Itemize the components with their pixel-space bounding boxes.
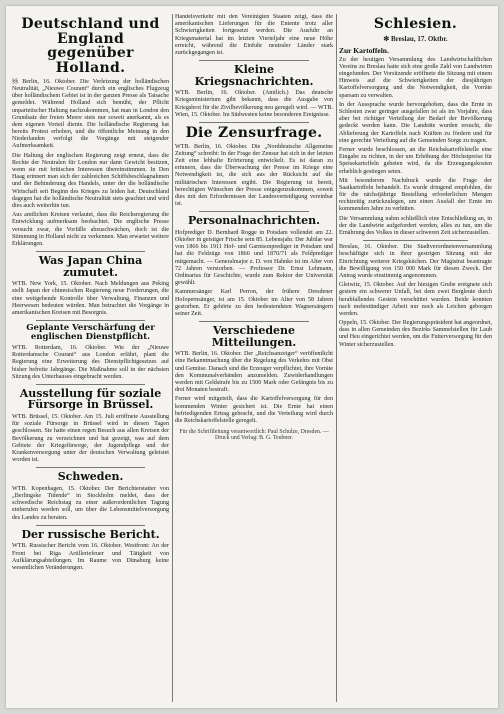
- article-paragraph: WTB. New York, 15. Oktober. Nach Meldungen aus Peking stellt Japan der chinesischen Regierung neue Forderungen, die eine weitgehende Kontrolle über Verwaltung, Finanzen und Heerwesen bedeuten würden. Man betrachtet die Vorgänge in amerikanischen Kreisen mit Besorgnis.: [12, 281, 169, 316]
- article-paragraph: Hofprediger D. Bernhard Rogge in Potsdam vollendet am 22. Oktober in geistiger Frische sein 85. Lebensjahr. Der Jubilar war von 1866 bis 1911 Hof- und Garnisonprediger in Potsdam und hat die Feldzüge von 1866 und 1870/71 als Feldprediger mitgemacht. — Generalmajor z. D. von Hahnke ist im Alter von 72 Jahren verstorben. — Professor Dr. Ernst Lehmann, Ordinarius für Geschichte, wurde zum Rektor der Universität gewählt.: [175, 229, 333, 287]
- article-headline: Schweden.: [57, 470, 124, 484]
- article-paragraph: WTB. Berlin, 16. Oktober. (Amtlich.) Das deutsche Kriegsministerium gibt bekannt, dass die Ausgabe von Kriegsbrot für die Zivilbevölkerung neu geregelt wird. — WTB. Wien, 15. Oktober. Im Südwesten keine besonderen Ereignisse.: [175, 90, 333, 118]
- divider: [199, 122, 309, 123]
- article-paragraph: Ferner wird mitgeteilt, dass die Kartoffelversorgung für den kommenden Winter gesichert ist. Die Ernte hat einen befriedigenden Ertrag gebracht, und die Verteilung wird durch die Reichskartoffelstelle geregelt.: [175, 396, 333, 424]
- article-paragraph: WTB. Brüssel, 15. Oktober. Am 15. Juli eröffnete Ausstellung für soziale Fürsorge in Brüssel wird in diesen Tagen geschlossen. Sie hatte einen regen Besuch aus allen Kreisen der Bevölkerung zu verzeichnen und hat gezeigt, was auf dem Gebiete der Kriegsfürsorge, der Jugendpflege und der Krankenversorgung unter der deutschen Verwaltung geleistet worden ist.: [12, 413, 169, 464]
- article-paragraph: WTB. Kopenhagen, 15. Oktober. Der Berichterstatter von „Berlingske Tidende“ in Stockholm meldet, dass der schwedische Reichstag zu einer außerordentlichen Tagung einberufen werden soll, um über die Lebensmittelversorgung des Landes zu beraten.: [12, 485, 169, 521]
- divider: [36, 525, 145, 526]
- article-paragraph: Zu der heutigen Versammlung des Landwirtschaftlichen Vereins zu Breslau hatte sich eine große Zahl von Landwirten eingefunden. Der Vorsitzende eröffnete die Sitzung mit einem Hinweis auf die Schwierigkeiten der diesjährigen Kartoffelversorgung und die Notwendigkeit, die Vorräte sparsam zu verwalten.: [339, 56, 492, 99]
- article-paragraph: WTB. Rotterdam, 16. Oktober. Wie der „Nieuwe Rotterdamsche Courant“ aus London erfährt, plant die Regierung eine Erweiterung des Dienstpflichtgesetzes auf bisher befreite Jahrgänge. Die Maßnahme soll in der nächsten Sitzung des Unterhauses eingebracht werden.: [12, 344, 169, 380]
- article-headline: Kleine Kriegsnachrichten.: [194, 63, 314, 88]
- article-paragraph: Gleiwitz, 15. Oktober. Auf der hiesigen Grube ereignete sich gestern ein schwerer Unfall, bei dem zwei Bergleute durch herabfallendes Gestein verschüttet wurden. Beide konnten nach mehrstündiger Arbeit nur noch als Leichen geborgen werden.: [339, 282, 492, 317]
- divider: [199, 211, 309, 212]
- article-paragraph: §§ Berlin, 16. Oktober. Die Verletzung der holländischen Neutralität, „Nieuwe Courant“ durch ein englisches Flugzeug über holländischem Gebiet ist in der ganzen Presse als Tatsache gemeldet. Während Holland sich bemüht, der Pflicht unparteiischer Haltung nachzukommen, hat man in London den Grundsatz der freien Meere stets nur soweit anerkannt, als es dem eigenen Vorteil diente. Die holländische Regierung hat bereits Protest erhoben, und die öffentliche Meinung in den Niederlanden verfolgt die Vorgänge mit steigender Aufmerksamkeit.: [12, 78, 169, 150]
- article-paragraph: Kammersänger Karl Perron, der frühere Dresdener Hofopernsänger, ist am 15. Oktober im Alter von 58 Jahren gestorben. Er gehörte zu den bedeutendsten Wagnersängern seiner Zeit.: [175, 289, 333, 317]
- article-subheading: Zur Kartoffeln.: [339, 45, 389, 55]
- imprint: Für die Schriftleitung verantwortlich: Paul Schulze, Dresden. — Druck und Verlag: B. G. Teubner.: [179, 429, 329, 442]
- divider: [363, 240, 468, 241]
- article-paragraph: Die Haltung der englischen Regierung zeigt erneut, dass die Rechte der Neutralen für London nur dann Gewicht besitzen, wenn sie mit britischen Interessen übereinstimmen. In Den Haag erinnert man sich der zahlreichen Schiffsbeschlagnahmen und der Behinderung des Handels, unter der die holländische Wirtschaft seit Beginn des Krieges zu leiden hat. Deutschland dagegen hat die holländische Neutralität stets geachtet und wird dies auch weiterhin tun.: [12, 152, 169, 209]
- column-rule: [336, 14, 337, 702]
- article-headline: Personalnachrichten.: [188, 214, 320, 228]
- divider: [36, 251, 145, 252]
- column-middle: [175, 14, 333, 702]
- article-paragraph: In der Aussprache wurde hervorgehoben, dass die Ernte in Schlesien zwar geringer ausgefallen ist als im Vorjahre, dass aber bei richtiger Verteilung der Bedarf der Bevölkerung gedeckt werden kann. Die Landräte wurden ersucht, die Ablieferung der Kartoffeln nach Kräften zu fördern und für eine gerechte Verteilung auf die Gemeinden Sorge zu tragen.: [339, 101, 492, 144]
- article-paragraph: Breslau, 16. Oktober. Die Stadtverordnetenversammlung beschäftigte sich in ihrer gestrigen Sitzung mit der Einrichtung weiterer Kriegsküchen. Der Magistrat beantragte die Bewilligung von 150 000 Mark für diesen Zweck. Der Antrag wurde einstimmig angenommen.: [339, 244, 492, 279]
- article-headline: Was Japan China zumutet.: [38, 254, 143, 279]
- article-paragraph: WTB. Berlin, 16. Oktober. Die „Norddeutsche Allgemeine Zeitung“ schreibt: In der Frage der Zensur hat sich in der letzten Zeit eine lebhafte Erörterung entwickelt. Es ist daran zu erinnern, dass die Überwachung der Presse im Kriege eine Notwendigkeit ist, die sich aus der Rücksicht auf die militärischen Interessen ergibt. Die Regierung ist bereit, berechtigten Wünschen der Presse entgegenzukommen, soweit dies mit den Erfordernissen der Landesverteidigung vereinbar ist.: [175, 143, 333, 208]
- column-right: [339, 14, 492, 702]
- article-paragraph: Oppeln, 15. Oktober. Der Regierungspräsident hat angeordnet, dass in allen Gemeinden des Bezirks Sammelstellen für Laub und Heu eingerichtet werden, um die Futterversorgung für den Winter sicherzustellen.: [339, 320, 492, 348]
- article-paragraph: Aus amtlichen Kreisen verlautet, dass die Reichsregierung die Entwicklung aufmerksam beobachtet. Die englische Presse versucht zwar, die Vorfälle abzuschwächen, doch ist die Stimmung in Holland nicht zu verkennen. Man erwartet weitere Erklärungen.: [12, 212, 169, 247]
- article-headline: Der russische Bericht.: [21, 527, 160, 541]
- divider: [36, 320, 145, 321]
- article-headline: Ausstellung für soziale Fürsorge in Brüssel.: [19, 386, 162, 412]
- article-paragraph: WTB. Russischer Bericht vom 16. Oktober. Westfront: An der Front bei Riga Artilleriefeuer und Tätigkeit von Aufklärungsabteilungen. Im Raume von Dünaburg keine wesentlichen Veränderungen.: [12, 543, 169, 571]
- divider: [199, 321, 309, 322]
- article-headline: Deutschland und England gegenüber Holland.: [21, 16, 160, 77]
- article-headline: Die Zensurfrage.: [185, 124, 323, 141]
- divider: [36, 467, 145, 468]
- article-headline: Geplante Verschärfung der englischen Dienstpflicht.: [26, 323, 155, 343]
- section-title: Schlesien.: [373, 16, 458, 32]
- article-paragraph: Ferner wurde beschlossen, an die Reichskartoffelstelle eine Eingabe zu richten, in der um Erhöhung der Höchstpreise für Speisekartoffeln gebeten wird, da die Erzeugungskosten erheblich gestiegen seien.: [339, 146, 492, 175]
- newspaper-page: [6, 6, 498, 708]
- article-paragraph: Mit besonderem Nachdruck wurde die Frage der Saatkartoffeln behandelt. Es wurde dringend empfohlen, die für die nächstjährige Bestellung erforderlichen Mengen rechtzeitig zurückzulegen, um einen Ausfall der Ernte im kommenden Jahre zu verhüten.: [339, 177, 492, 213]
- column-left: [12, 14, 169, 702]
- divider: [36, 384, 145, 385]
- article-paragraph: WTB. Berlin, 16. Oktober. Der „Reichsanzeiger“ veröffentlicht eine Bekanntmachung über die Regelung des Verkehrs mit Obst und Gemüse. Danach sind die Erzeuger verpflichtet, ihre Vorräte den Kommunalverbänden anzumelden. Zuwiderhandlungen werden mit Geldstrafe bis zu 1500 Mark oder Gefängnis bis zu drei Monaten bestraft.: [175, 351, 333, 394]
- article-headline: Verschiedene Mitteilungen.: [211, 324, 297, 349]
- article-paragraph: Die Versammlung nahm schließlich eine Entschließung an, in der die Landwirte aufgefordert werden, alles zu tun, um die Ernährung des Volkes in dieser schweren Zeit sicherzustellen.: [339, 215, 492, 236]
- dateline: ✻ Breslau, 17. Oktbr.: [383, 34, 448, 43]
- article-paragraph: Handelsverkehr mit den Vereinigten Staaten zeigt, dass die amerikanischen Lieferungen für die Entente trotz aller Schwierigkeiten fortgesetzt werden. Die Ausfuhr an Kriegsmaterial hat im letzten Vierteljahr eine neue Höhe erreicht, während die Einfuhr neutraler Länder stark zurückgegangen ist.: [175, 14, 333, 56]
- divider: [199, 60, 309, 61]
- column-rule: [172, 14, 173, 702]
